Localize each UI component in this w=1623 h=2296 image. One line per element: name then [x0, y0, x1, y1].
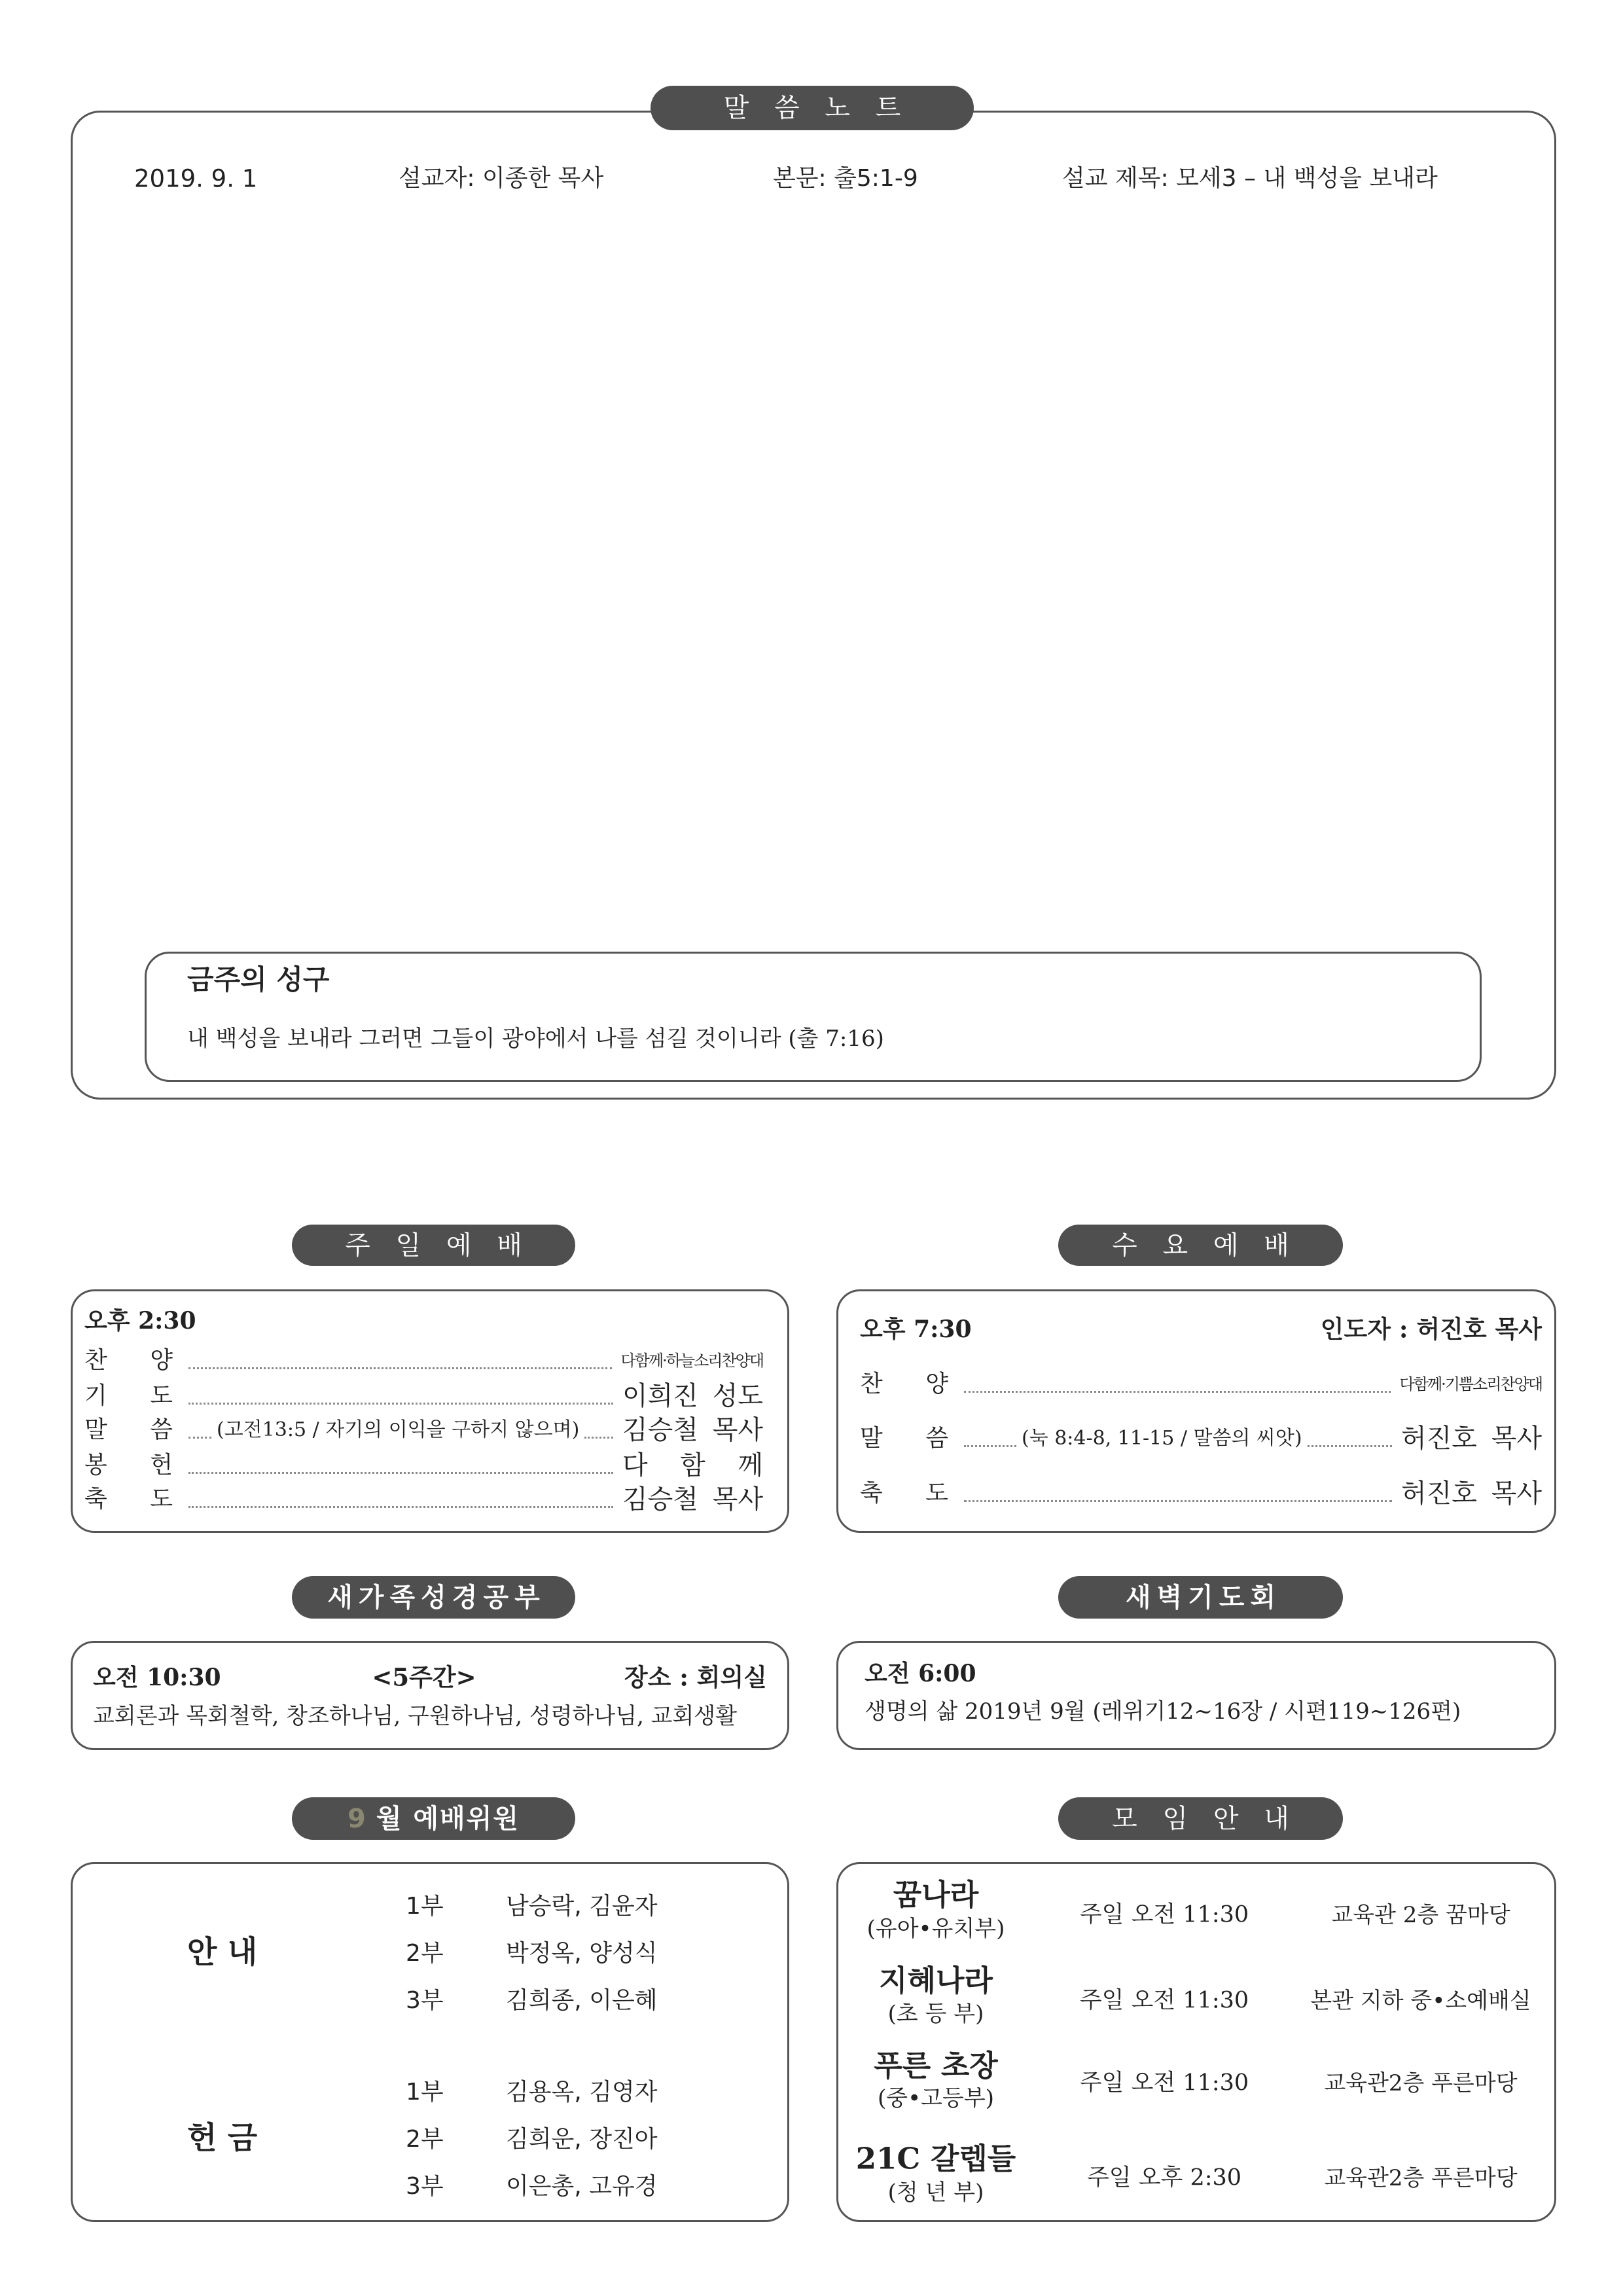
- order-label: 말 씀: [860, 1425, 948, 1452]
- dawn-prayer-heading: [1058, 1576, 1343, 1619]
- order-item-prayer: [84, 1379, 763, 1413]
- dot-leader: [188, 1437, 211, 1439]
- meeting-place: 교육관2층 푸른마당: [1324, 2070, 1518, 2096]
- dot-leader: [1308, 1445, 1392, 1447]
- bible-study-heading: [292, 1576, 575, 1619]
- verse-of-week-text: 내 백성을 보내라 그러면 그들이 광야에서 나를 섬길 것이니라 (출 7:16): [187, 1026, 884, 1052]
- meeting-group: (초 등 부): [887, 2001, 984, 2027]
- meeting-group: (유아•유치부): [866, 1916, 1005, 1942]
- bible-study-time: 오전 10:30: [93, 1664, 221, 1691]
- order-value: 허진호 목사: [1401, 1479, 1542, 1509]
- wed-order-item-hymn: [860, 1367, 1542, 1401]
- meeting-name: 푸른 초장: [874, 2048, 998, 2083]
- order-label: 말 씀: [84, 1416, 173, 1443]
- wed-order-item-benediction: [860, 1477, 1542, 1511]
- staff-role-usher: 안 내: [187, 1934, 258, 1971]
- meeting-time: 주일 오후 2:30: [1086, 2164, 1242, 2191]
- order-label: 찬 양: [860, 1371, 948, 1397]
- staff-names: 이은총, 고유경: [506, 2173, 658, 2200]
- staff-part: 2부: [406, 1940, 444, 1967]
- worship-staff-title: 월 예배위원: [376, 1803, 520, 1834]
- dot-leader: [964, 1445, 1016, 1447]
- meeting-name: 지혜나라: [879, 1963, 993, 1998]
- order-note: (눅 8:4-8, 11-15 / 말씀의 씨앗): [1022, 1427, 1302, 1450]
- order-value: 다함께·하늘소리찬양대: [620, 1352, 763, 1370]
- meeting-place: 교육관2층 푸른마당: [1324, 2165, 1518, 2191]
- meetings-heading: [1058, 1797, 1343, 1840]
- order-value: 이희진 성도: [622, 1381, 763, 1411]
- staff-part: 2부: [406, 2126, 444, 2153]
- meeting-time: 주일 오전 11:30: [1079, 1987, 1249, 2014]
- verse-of-week-title: 금주의 성구: [187, 963, 330, 996]
- staff-part: 1부: [406, 1893, 444, 1920]
- worship-staff-heading: [292, 1797, 575, 1840]
- order-value: 김승철 목사: [622, 1415, 763, 1445]
- staff-names: 김용옥, 김영자: [506, 2079, 658, 2106]
- sunday-service-heading: [292, 1225, 575, 1266]
- order-value: 다함께·기쁨소리찬양대: [1399, 1375, 1542, 1393]
- dot-leader: [964, 1500, 1392, 1502]
- bible-study-duration: <5주간>: [372, 1662, 476, 1692]
- meeting-time: 주일 오전 11:30: [1079, 1901, 1249, 1928]
- worship-staff-heading-text: [348, 1803, 520, 1834]
- bible-study-topics: 교회론과 목회철학, 창조하나님, 구원하나님, 성령하나님, 교회생활: [93, 1703, 738, 1729]
- order-label: 축 도: [84, 1486, 173, 1513]
- order-label: 찬 양: [84, 1347, 173, 1374]
- wednesday-service-leader: 인도자 : 허진호 목사: [1320, 1314, 1542, 1344]
- meeting-place: 본관 지하 중•소예배실: [1310, 1988, 1531, 2014]
- dot-leader: [188, 1367, 612, 1369]
- order-label: 축 도: [860, 1480, 948, 1507]
- order-item-sermon: [84, 1413, 763, 1447]
- sunday-service-heading-text: 주 일 예 배: [345, 1230, 531, 1261]
- order-value: 허진호 목사: [1401, 1424, 1542, 1454]
- order-label: 봉 헌: [84, 1452, 173, 1479]
- order-item-offering: [84, 1448, 763, 1482]
- dawn-prayer-material: 생명의 삶 2019년 9월 (레위기12~16장 / 시편119~126편): [865, 1698, 1461, 1725]
- staff-part: 3부: [406, 1987, 444, 2014]
- wednesday-service-time: 오후 7:30: [860, 1316, 972, 1343]
- meeting-time: 주일 오전 11:30: [1079, 2070, 1249, 2096]
- meetings-heading-text: 모 임 안 내: [1112, 1803, 1298, 1834]
- dot-leader: [188, 1472, 613, 1474]
- dawn-prayer-box: [836, 1641, 1556, 1750]
- verse-of-week-box: [145, 952, 1482, 1082]
- bible-study-place: 장소 : 회의실: [624, 1662, 767, 1692]
- staff-names: 김희종, 이은혜: [506, 1987, 658, 2014]
- meeting-group: (중•고등부): [878, 2085, 994, 2111]
- wednesday-service-heading: [1058, 1225, 1343, 1266]
- order-value: 다 함 께: [622, 1450, 763, 1480]
- staff-part: 3부: [406, 2173, 444, 2200]
- bible-study-box: [71, 1641, 789, 1750]
- staff-names: 남승락, 김윤자: [506, 1893, 658, 1920]
- sunday-service-time: 오후 2:30: [84, 1307, 196, 1335]
- sermon-passage: 본문: 출5:1-9: [773, 165, 918, 192]
- dot-leader: [188, 1403, 613, 1405]
- sermon-note-heading: [651, 86, 974, 130]
- order-value: 김승철 목사: [622, 1484, 763, 1515]
- order-item-benediction: [84, 1482, 763, 1516]
- dot-leader: [188, 1506, 613, 1508]
- staff-part: 1부: [406, 2079, 444, 2106]
- meeting-group: (청 년 부): [887, 2179, 984, 2206]
- wed-order-item-sermon: [860, 1422, 1542, 1456]
- sermon-note-heading-text: 말 씀 노 트: [723, 93, 910, 123]
- dawn-prayer-heading-text: 새벽기도회: [1125, 1582, 1282, 1613]
- staff-names: 박정옥, 양성식: [506, 1940, 658, 1967]
- sermon-title: 설교 제목: 모세3 – 내 백성을 보내라: [1062, 165, 1438, 192]
- sermon-date: 2019. 9. 1: [134, 164, 258, 193]
- order-note: (고전13:5 / 자기의 이익을 구하지 않으며): [217, 1418, 580, 1441]
- meeting-place: 교육관 2층 꿈마당: [1331, 1902, 1510, 1928]
- dot-leader: [584, 1437, 613, 1439]
- order-label: 기 도: [84, 1382, 173, 1409]
- sermon-preacher: 설교자: 이종한 목사: [399, 165, 604, 192]
- order-item-hymn: [84, 1344, 763, 1378]
- dawn-prayer-time: 오전 6:00: [865, 1660, 976, 1687]
- wednesday-service-heading-text: 수 요 예 배: [1112, 1230, 1298, 1261]
- staff-role-offering: 헌 금: [187, 2120, 258, 2157]
- meeting-name: 꿈나라: [893, 1877, 979, 1912]
- staff-names: 김희운, 장진아: [506, 2126, 658, 2153]
- meeting-name: 21C 갈렙들: [855, 2141, 1016, 2176]
- bible-study-heading-text: 새가족성경공부: [327, 1582, 546, 1613]
- dot-leader: [964, 1391, 1391, 1393]
- worship-staff-month: 9: [348, 1803, 366, 1834]
